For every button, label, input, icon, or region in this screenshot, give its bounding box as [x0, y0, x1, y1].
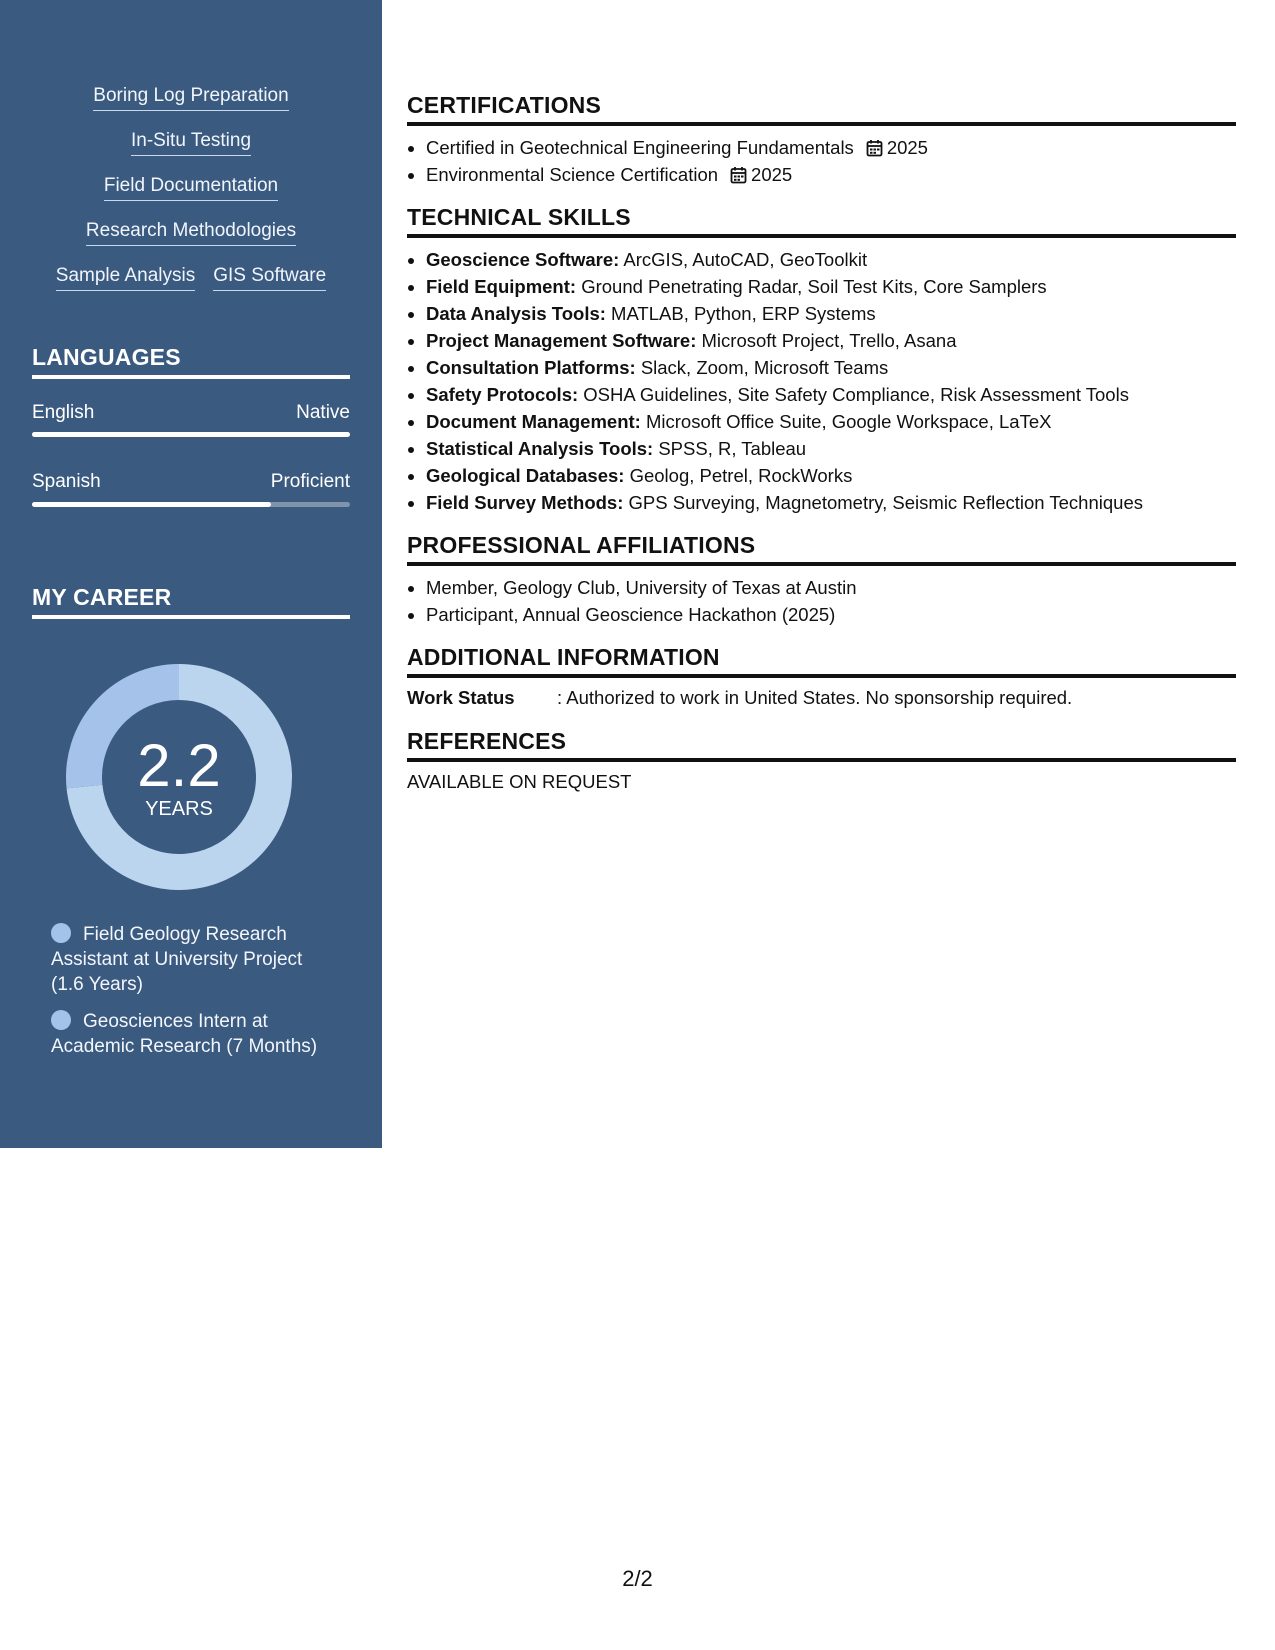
- skill-value: Microsoft Office Suite, Google Workspace, LaTeX: [645, 411, 1052, 432]
- skill-tag: Field Documentation: [104, 174, 278, 201]
- certification-year: 2025: [886, 137, 928, 158]
- skill-label: Safety Protocols:: [426, 384, 579, 405]
- list-item: • Participant, Annual Geoscience Hackathon (2025): [426, 601, 1236, 628]
- list-item: [426, 246, 1236, 273]
- skill-value: Microsoft Project, Trello, Asana: [701, 330, 957, 351]
- certifications-list: [407, 134, 1236, 188]
- skill-tag: Boring Log Preparation: [93, 84, 288, 111]
- list-item: • Member, Geology Club, University of Texas at Austin: [426, 574, 1236, 601]
- list-item: [426, 408, 1236, 435]
- language-proficiency-bar: [32, 502, 350, 507]
- list-item: [426, 161, 1236, 188]
- skill-label: Project Management Software:: [426, 330, 697, 351]
- skill-tag: In-Situ Testing: [131, 129, 251, 156]
- list-item: [426, 134, 1236, 161]
- skill-label: Field Equipment:: [426, 276, 577, 297]
- skill-value: MATLAB, Python, ERP Systems: [611, 303, 876, 324]
- skill-value: GPS Surveying, Magnetometry, Seismic Reflection Techniques: [628, 492, 1143, 513]
- language-proficiency-fill: [32, 502, 271, 507]
- references-title: REFERENCES: [407, 728, 1236, 762]
- skill-label: Geoscience Software:: [426, 249, 620, 270]
- skill-value: SPSS, R, Tableau: [658, 438, 807, 459]
- language-name: Spanish: [32, 471, 101, 492]
- skill-value: Geolog, Petrel, RockWorks: [629, 465, 853, 486]
- skills-list: [0, 84, 382, 309]
- page-number: 2/2: [622, 1566, 653, 1591]
- language-level: Native: [296, 402, 350, 423]
- career-total-value: 2.2: [137, 732, 221, 799]
- calendar-icon: [866, 139, 883, 157]
- career-heading: MY CAREER: [32, 584, 350, 619]
- language-proficiency-fill: [32, 432, 350, 437]
- list-item: [426, 300, 1236, 327]
- affiliations-title: PROFESSIONAL AFFILIATIONS: [407, 532, 1236, 566]
- skill-value: ArcGIS, AutoCAD, GeoToolkit: [623, 249, 868, 270]
- skill-label: Field Survey Methods:: [426, 492, 624, 513]
- calendar-icon: [730, 166, 747, 184]
- certification-name: Certified in Geotechnical Engineering Fundamentals: [426, 137, 854, 158]
- language-level: Proficient: [270, 471, 350, 492]
- certification-year: 2025: [751, 164, 793, 185]
- list-item: [426, 489, 1236, 516]
- additional-info-title: ADDITIONAL INFORMATION: [407, 644, 1236, 678]
- list-item: [426, 273, 1236, 300]
- skill-label: Consultation Platforms:: [426, 357, 636, 378]
- bullet-dot-icon: [51, 923, 71, 943]
- main-content: [407, 92, 1236, 794]
- skill-value: OSHA Guidelines, Site Safety Compliance, Risk Assessment Tools: [583, 384, 1129, 405]
- technical-skills-list: [407, 246, 1236, 516]
- certification-name: Environmental Science Certification: [426, 164, 719, 185]
- career-item: [51, 922, 331, 997]
- work-status-value: : Authorized to work in United States. No sponsorship required.: [557, 687, 1073, 708]
- languages-heading: LANGUAGES: [32, 344, 350, 379]
- work-status-label: Work Status: [407, 687, 515, 708]
- bullet-dot-icon: [51, 1010, 71, 1030]
- list-item: [426, 381, 1236, 408]
- sidebar: [0, 0, 382, 1148]
- skill-label: Document Management:: [426, 411, 641, 432]
- career-item-text: Geosciences Intern at Academic Research (7 Months): [51, 1011, 318, 1057]
- skill-label: Statistical Analysis Tools:: [426, 438, 654, 459]
- career-item-text: Field Geology Research Assistant at University Project (1.6 Years): [51, 924, 303, 995]
- language-row: [32, 471, 350, 493]
- career-donut-chart: [66, 664, 292, 890]
- skill-tag: GIS Software: [213, 264, 326, 291]
- skill-tag: Research Methodologies: [86, 219, 296, 246]
- affiliations-list: [407, 574, 1236, 628]
- skill-tag: Sample Analysis: [56, 264, 195, 291]
- references-text: AVAILABLE ON REQUEST: [407, 771, 632, 792]
- skill-label: Geological Databases:: [426, 465, 625, 486]
- language-proficiency-bar: [32, 432, 350, 437]
- language-row: [32, 402, 350, 424]
- career-item: [51, 1009, 331, 1059]
- technical-skills-title: TECHNICAL SKILLS: [407, 204, 1236, 238]
- skill-label: Data Analysis Tools:: [426, 303, 606, 324]
- language-name: English: [32, 402, 95, 423]
- certifications-title: CERTIFICATIONS: [407, 92, 1236, 126]
- list-item: [426, 435, 1236, 462]
- skill-value: Ground Penetrating Radar, Soil Test Kits, Core Samplers: [581, 276, 1047, 297]
- list-item: [426, 327, 1236, 354]
- list-item: [426, 462, 1236, 489]
- career-total-unit: YEARS: [145, 798, 213, 820]
- list-item: [426, 354, 1236, 381]
- skill-value: Slack, Zoom, Microsoft Teams: [640, 357, 889, 378]
- career-list: [51, 922, 331, 1071]
- work-status-row: [407, 686, 1236, 710]
